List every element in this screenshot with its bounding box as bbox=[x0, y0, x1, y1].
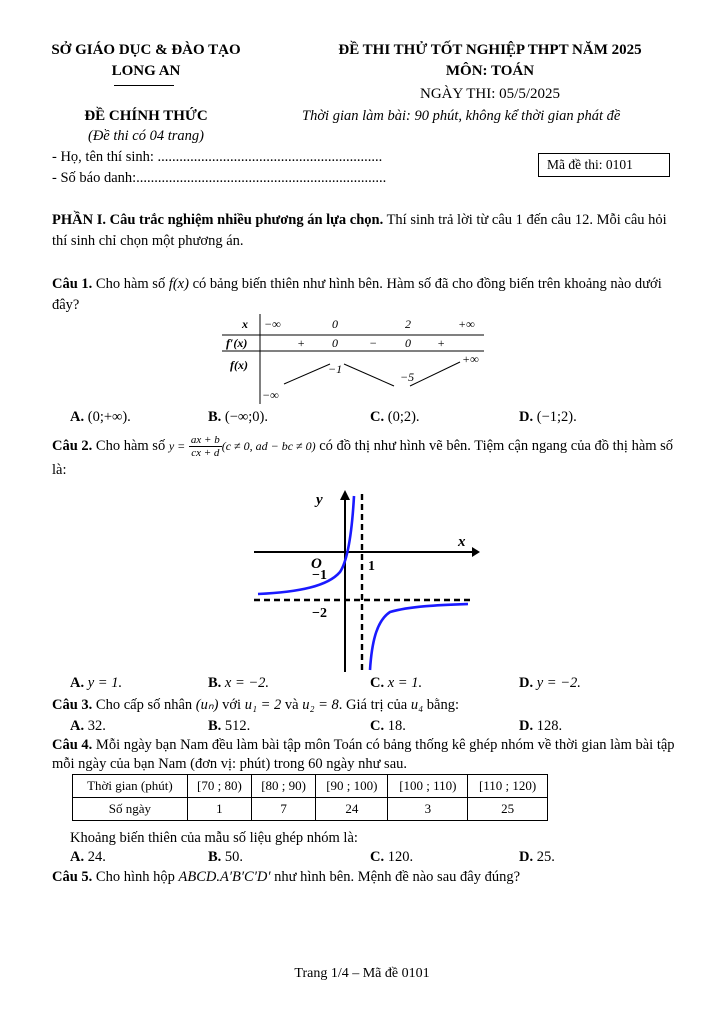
q1-option-d-val: (−1;2). bbox=[536, 409, 577, 425]
table-cell: [80 ; 90) bbox=[252, 775, 316, 798]
q4-option-a[interactable] bbox=[70, 849, 106, 866]
q4-label: Câu 4. bbox=[52, 737, 93, 753]
bvt-fp-1: 0 bbox=[332, 336, 338, 350]
bvt-x-1: 0 bbox=[332, 317, 338, 331]
graph-y-label: y bbox=[316, 492, 323, 508]
q2-text bbox=[52, 434, 676, 481]
table-cell: 7 bbox=[252, 798, 316, 821]
q2-option-c-val: x = 1. bbox=[387, 675, 423, 691]
q2-option-a-key: A. bbox=[70, 675, 85, 691]
q1-option-b-key: B. bbox=[208, 409, 222, 425]
q3-seq: (uₙ) bbox=[195, 697, 219, 713]
bvt-x-0: −∞ bbox=[264, 317, 281, 331]
q3-text-d: . Giá trị của bbox=[338, 697, 411, 713]
exam-date: NGÀY THI: 05/5/2025 bbox=[420, 86, 560, 102]
graph-y-arrow bbox=[340, 490, 350, 500]
official-label: ĐỀ CHÍNH THỨC bbox=[84, 108, 208, 124]
q3-option-a-key: A. bbox=[70, 718, 85, 734]
graph-label-1: 1 bbox=[368, 559, 375, 574]
part1-intro bbox=[52, 210, 676, 252]
page-footer: Trang 1/4 – Mã đề 0101 bbox=[294, 966, 430, 981]
q4-option-b-val: 50. bbox=[224, 849, 244, 865]
q2-option-a[interactable] bbox=[70, 675, 122, 692]
curve-left-branch bbox=[258, 496, 354, 594]
q2-option-b-val: x = −2. bbox=[224, 675, 270, 691]
q3-text bbox=[52, 695, 676, 716]
variation-table bbox=[222, 314, 484, 404]
bvt-f-2: −5 bbox=[400, 370, 415, 384]
q1-option-d[interactable] bbox=[519, 409, 577, 426]
q3-text-e: bằng: bbox=[423, 697, 459, 713]
q5-text-a: Cho hình hộp bbox=[92, 869, 179, 885]
exam-title: ĐỀ THI THỬ TỐT NGHIỆP THPT NĂM 2025 bbox=[338, 42, 642, 58]
graph-x-label: x bbox=[458, 534, 466, 550]
q4-option-b[interactable] bbox=[208, 849, 243, 866]
table-cell: [70 ; 80) bbox=[187, 775, 251, 798]
q2-option-d-val: y = −2. bbox=[536, 675, 581, 691]
q3-option-b-key: B. bbox=[208, 718, 222, 734]
q3-option-a-val: 32. bbox=[87, 718, 106, 734]
bvt-x-label: x bbox=[242, 317, 248, 331]
q3-option-c-val: 18. bbox=[387, 718, 406, 734]
q1-option-a[interactable] bbox=[70, 409, 131, 426]
bvt-fp-label: f′(x) bbox=[226, 336, 248, 350]
q3-option-b-val: 512. bbox=[224, 718, 251, 734]
q3-label: Câu 3. bbox=[52, 697, 93, 713]
q4-option-d-val: 25. bbox=[536, 849, 555, 865]
time-note: Thời gian làm bài: 90 phút, không kể thời gian phát đề bbox=[302, 108, 621, 124]
q2-option-b[interactable] bbox=[208, 675, 269, 692]
bvt-f-label: f(x) bbox=[230, 358, 248, 372]
q1-option-c-val: (0;2). bbox=[387, 409, 420, 425]
q4-table bbox=[72, 774, 548, 821]
q2-option-a-val: y = 1. bbox=[87, 675, 123, 691]
q1-option-a-val: (0;+∞). bbox=[87, 409, 131, 425]
bvt-fp-0: + bbox=[297, 336, 306, 350]
table-row bbox=[73, 798, 548, 821]
q2-label: Câu 2. bbox=[52, 437, 93, 454]
table-cell: [90 ; 100) bbox=[316, 775, 388, 798]
bvt-f-1: −1 bbox=[328, 362, 343, 376]
q2-condition: (c ≠ 0, ad − bc ≠ 0) bbox=[221, 438, 316, 453]
q3-text-c: và bbox=[281, 697, 303, 713]
table-cell: Số ngày bbox=[73, 798, 188, 821]
bvt-fp-4: + bbox=[437, 336, 446, 350]
q2-denominator: cx + d bbox=[191, 447, 220, 459]
bvt-fp-3: 0 bbox=[405, 336, 411, 350]
q4-option-c-key: C. bbox=[370, 849, 385, 865]
header-divider bbox=[114, 85, 174, 86]
bvt-x-3: +∞ bbox=[458, 317, 475, 331]
q2-y-eq: y = bbox=[168, 438, 186, 453]
q2-option-b-key: B. bbox=[208, 675, 222, 691]
q3-text-b: với bbox=[218, 697, 245, 713]
q2-option-c-key: C. bbox=[370, 675, 385, 691]
q3-option-a[interactable] bbox=[70, 718, 106, 735]
table-row bbox=[73, 775, 548, 798]
q2-fraction bbox=[189, 434, 222, 459]
graph-x-arrow bbox=[472, 547, 480, 557]
q3-text-a: Cho cấp số nhân bbox=[92, 697, 196, 713]
q1-fx: f(x) bbox=[168, 276, 189, 292]
q4-sub: Khoảng biến thiên của mẫu số liệu ghép nhóm là: bbox=[70, 830, 358, 846]
table-cell: 24 bbox=[316, 798, 388, 821]
part1-heading: PHẦN I. Câu trắc nghiệm nhiều phương án lựa chọn. bbox=[52, 212, 384, 228]
q3-option-c-key: C. bbox=[370, 718, 385, 734]
q1-option-b-val: (−∞;0). bbox=[224, 409, 268, 425]
pages-note: (Đề thi có 04 trang) bbox=[88, 128, 204, 144]
table-cell: 1 bbox=[187, 798, 251, 821]
q2-option-c[interactable] bbox=[370, 675, 422, 692]
candidate-name-line: - Họ, tên thí sinh: .............................................................. bbox=[52, 149, 383, 165]
table-cell: Thời gian (phút) bbox=[73, 775, 188, 798]
q3-u4: u₄ bbox=[410, 697, 424, 713]
q3-option-c[interactable] bbox=[370, 718, 406, 735]
q4-option-a-val: 24. bbox=[87, 849, 106, 865]
q2-option-d-key: D. bbox=[519, 675, 534, 691]
q3-u2: u₂ = 8 bbox=[302, 697, 339, 713]
bvt-f-0: −∞ bbox=[262, 388, 279, 402]
q1-label: Câu 1. bbox=[52, 276, 93, 292]
q5-text-b: như hình bên. Mệnh đề nào sau đây đúng? bbox=[270, 869, 521, 885]
q2-graph bbox=[250, 488, 480, 674]
dept-line1: SỞ GIÁO DỤC & ĐÀO TẠO bbox=[51, 42, 241, 58]
q1-option-c-key: C. bbox=[370, 409, 385, 425]
q4-option-c-val: 120. bbox=[387, 849, 414, 865]
q5-text bbox=[52, 867, 676, 888]
q2-text-a: Cho hàm số bbox=[92, 437, 169, 454]
bvt-x-2: 2 bbox=[405, 317, 411, 331]
table-cell: [110 ; 120) bbox=[468, 775, 548, 798]
bvt-fp-2: − bbox=[369, 336, 378, 350]
q1-text-a: Cho hàm số bbox=[92, 276, 169, 292]
q4-option-c[interactable] bbox=[370, 849, 413, 866]
q1-option-c[interactable] bbox=[370, 409, 420, 426]
q2-text-b: có đồ thị như hình vẽ bên. Tiệm cận ngang của đồ thị hàm số là: bbox=[52, 437, 674, 478]
table-cell: [100 ; 110) bbox=[388, 775, 468, 798]
q2-numerator: ax + b bbox=[190, 434, 220, 446]
q5-label: Câu 5. bbox=[52, 869, 93, 885]
q1-text bbox=[52, 274, 676, 316]
q3-option-d[interactable] bbox=[519, 718, 562, 735]
q5-shape: ABCD.A′B′C′D′ bbox=[178, 869, 271, 885]
q1-text-b: có bảng biến thiên như hình bên. Hàm số đã cho đồng biến trên khoảng nào dưới đây? bbox=[52, 276, 662, 313]
graph-origin-label: O bbox=[311, 556, 322, 572]
table-cell: 25 bbox=[468, 798, 548, 821]
graph-label-neg1: −1 bbox=[312, 568, 327, 583]
q4-option-b-key: B. bbox=[208, 849, 222, 865]
q4-text bbox=[52, 736, 676, 774]
table-cell: 3 bbox=[388, 798, 468, 821]
bvt-f-3: +∞ bbox=[462, 352, 479, 366]
q3-option-b[interactable] bbox=[208, 718, 250, 735]
curve-right-branch bbox=[370, 604, 468, 670]
q3-option-d-val: 128. bbox=[536, 718, 563, 734]
graph-label-neg2: −2 bbox=[312, 606, 327, 621]
q4-option-d-key: D. bbox=[519, 849, 534, 865]
q1-option-b[interactable] bbox=[208, 409, 268, 426]
q3-u1: u₁ = 2 bbox=[244, 697, 282, 713]
exam-code-box: Mã đề thi: 0101 bbox=[538, 153, 670, 177]
q2-option-d[interactable] bbox=[519, 675, 581, 692]
dept-line2: LONG AN bbox=[111, 63, 181, 79]
q4-body: Mỗi ngày bạn Nam đều làm bài tập môn Toán có bảng thống kê ghép nhóm về thời gian làm bài tập mỗi ngày của bạn Nam (đơn vị: phút) trong 60 ngày như sau. bbox=[52, 737, 675, 772]
q1-option-a-key: A. bbox=[70, 409, 85, 425]
q1-option-d-key: D. bbox=[519, 409, 534, 425]
candidate-id-line: - Số báo danh:..................................................................... bbox=[52, 170, 387, 186]
subject: MÔN: TOÁN bbox=[445, 63, 535, 79]
q4-option-d[interactable] bbox=[519, 849, 555, 866]
q4-option-a-key: A. bbox=[70, 849, 85, 865]
q3-option-d-key: D. bbox=[519, 718, 534, 734]
part1-instruction: Thí sinh trả lời từ câu 1 đến câu 12. Mỗi câu hỏi thí sinh chỉ chọn một phương án. bbox=[52, 212, 667, 249]
